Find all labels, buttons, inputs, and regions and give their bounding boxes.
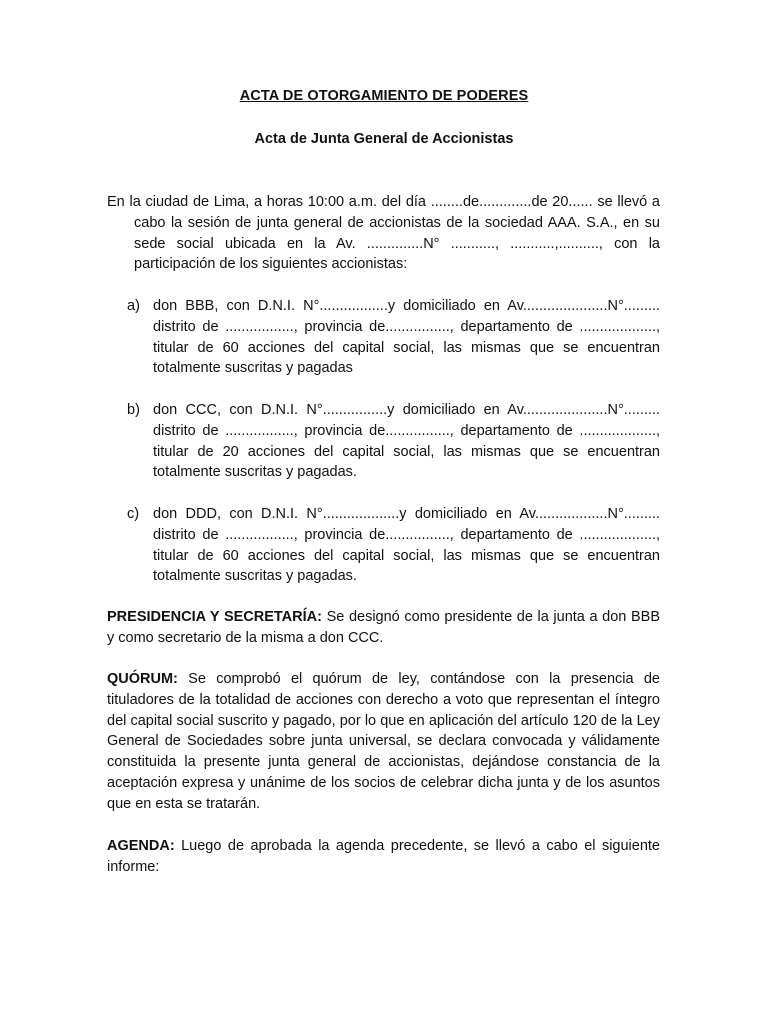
shareholder-text: don BBB, con D.N.I. N°.................y domiciliado en Av.....................N°......... distrito de ................., provincia de................, departamento de ..................., titular de 60 acciones del capital social, las mismas que se encuentran totalmente suscritas y pagadas	[153, 298, 660, 377]
shareholder-item-c	[127, 504, 660, 587]
presidency-section	[107, 607, 660, 649]
agenda-text: Luego de aprobada la agenda precedente, se llevó a cabo el siguiente informe:	[107, 838, 660, 875]
intro-paragraph: En la ciudad de Lima, a horas 10:00 a.m. del día ........de.............de 20...... se llevó a cabo la sesión de junta general de accionistas de la sociedad AAA. S.A., en su sede social ubicada en la Av. ..............N° ..........., ...........,.........., con la participación de los siguientes accionistas:	[107, 194, 660, 273]
shareholder-item-a	[127, 296, 660, 379]
document-title: ACTA DE OTORGAMIENTO DE PODERES	[239, 88, 529, 104]
presidency-text: Se designó como presidente de la junta a don BBB y como secretario de la misma a don CCC.	[107, 609, 660, 646]
list-marker: c)	[127, 506, 140, 522]
presidency-heading: PRESIDENCIA Y SECRETARÍA:	[107, 609, 322, 625]
shareholder-text: don DDD, con D.N.I. N°...................y domiciliado en Av..................N°......... distrito de ................., provincia de................, departamento de ..................., titular de 60 acciones del capital social, las mismas que se encuentran totalmente suscritas y pagadas.	[153, 506, 660, 585]
list-marker: a)	[127, 298, 140, 314]
shareholder-item-b	[127, 400, 660, 483]
shareholder-text: don CCC, con D.N.I. N°................y domiciliado en Av.....................N°......... distrito de ................., provincia de................, departamento de ..................., titular de 20 acciones del capital social, las mismas que se encuentran totalmente suscritas y pagadas.	[153, 402, 660, 481]
quorum-heading: QUÓRUM:	[107, 671, 178, 687]
document-subtitle: Acta de Junta General de Accionistas	[254, 131, 514, 147]
list-marker: b)	[127, 402, 140, 418]
quorum-text: Se comprobó el quórum de ley, contándose con la presencia de tituladores de la totalidad de acciones con derecho a voto que representan el íntegro del capital social suscrito y pagado, por lo que en aplicación del artículo 120 de la Ley General de Sociedades sobre junta universal, se declara convocada y válidamente constituida la presente junta general de accionistas, dejándose constancia de la aceptación expresa y unánime de los socios de celebrar dicha junta y de los asuntos que en esta se tratarán.	[107, 671, 660, 812]
quorum-section	[107, 669, 660, 815]
agenda-section	[107, 836, 660, 878]
agenda-heading: AGENDA:	[107, 838, 175, 854]
